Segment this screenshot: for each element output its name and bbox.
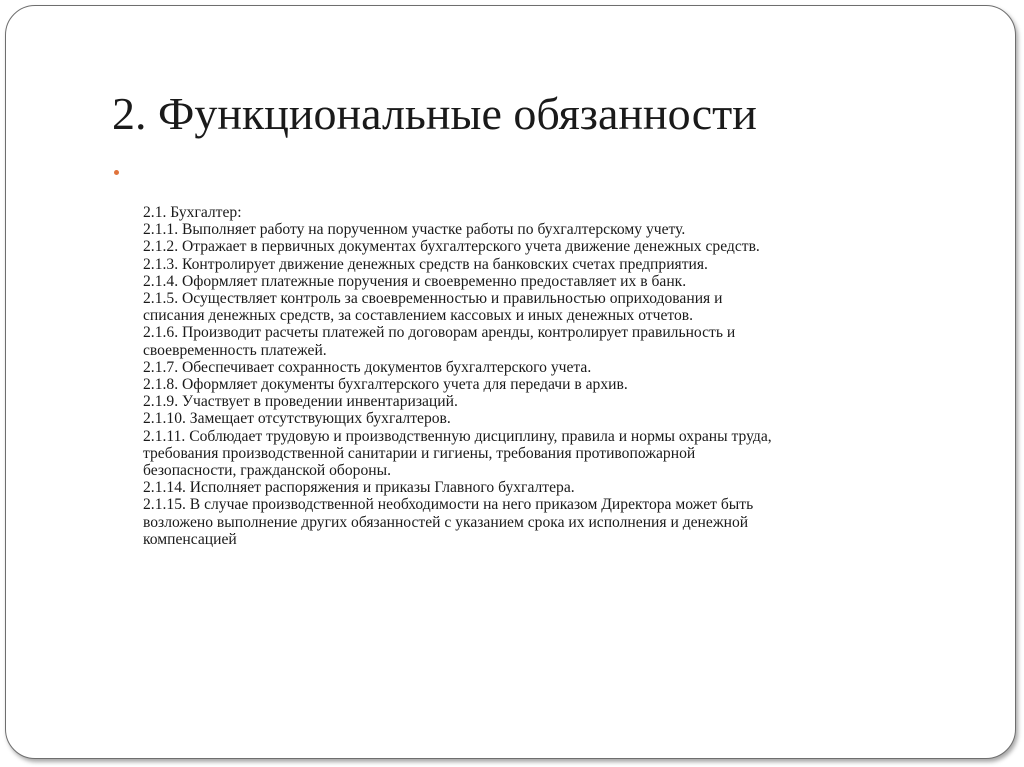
duty-line: безопасности, гражданской обороны. xyxy=(143,462,391,480)
duty-line: 2.1.2. Отражает в первичных документах бухгалтерского учета движение денежных средств. xyxy=(143,238,760,256)
duties-list xyxy=(143,204,963,548)
duty-line: 2.1.6. Производит расчеты платежей по договорам аренды, контролирует правильность и xyxy=(143,324,736,342)
duty-line: 2.1.4. Оформляет платежные поручения и своевременно предоставляет их в банк. xyxy=(143,272,687,290)
duty-line: требования производственной санитарии и гигиены, требования противопожарной xyxy=(143,444,696,462)
duty-line: списания денежных средств, за составлением кассовых и иных денежных отчетов. xyxy=(143,307,694,325)
duty-line: 2.1.5. Осуществляет контроль за своевременностью и правильностью оприходования и xyxy=(143,290,723,308)
duty-line: 2.1.1. Выполняет работу на порученном участке работы по бухгалтерскому учету. xyxy=(143,221,686,239)
duty-line: компенсацией xyxy=(143,530,237,548)
duty-line: 2.1.14. Исполняет распоряжения и приказы Главного бухгалтера. xyxy=(143,479,575,497)
duty-line: 2.1.7. Обеспечивает сохранность документов бухгалтерского учета. xyxy=(143,358,592,376)
duty-line: своевременность платежей. xyxy=(143,341,327,359)
duty-line: 2.1. Бухгалтер: xyxy=(143,204,242,221)
duty-line: 2.1.11. Соблюдает трудовую и производственную дисциплину, правила и нормы охраны труда, xyxy=(143,427,772,445)
duty-line: 2.1.8. Оформляет документы бухгалтерского учета для передачи в архив. xyxy=(143,376,628,394)
duty-line: 2.1.15. В случае производственной необходимости на него приказом Директора может быть xyxy=(143,496,754,514)
duty-line: возложено выполнение других обязанностей с указанием срока их исполнения и денежной xyxy=(143,513,749,531)
bullet-icon xyxy=(114,170,119,175)
duty-line: 2.1.9. Участвует в проведении инвентаризаций. xyxy=(143,393,458,411)
duty-line: 2.1.10. Замещает отсутствующих бухгалтеров. xyxy=(143,410,451,428)
duty-line: 2.1.3. Контролирует движение денежных средств на банковских счетах предприятия. xyxy=(143,255,708,273)
slide-title: 2. Функциональные обязанности xyxy=(112,88,757,139)
